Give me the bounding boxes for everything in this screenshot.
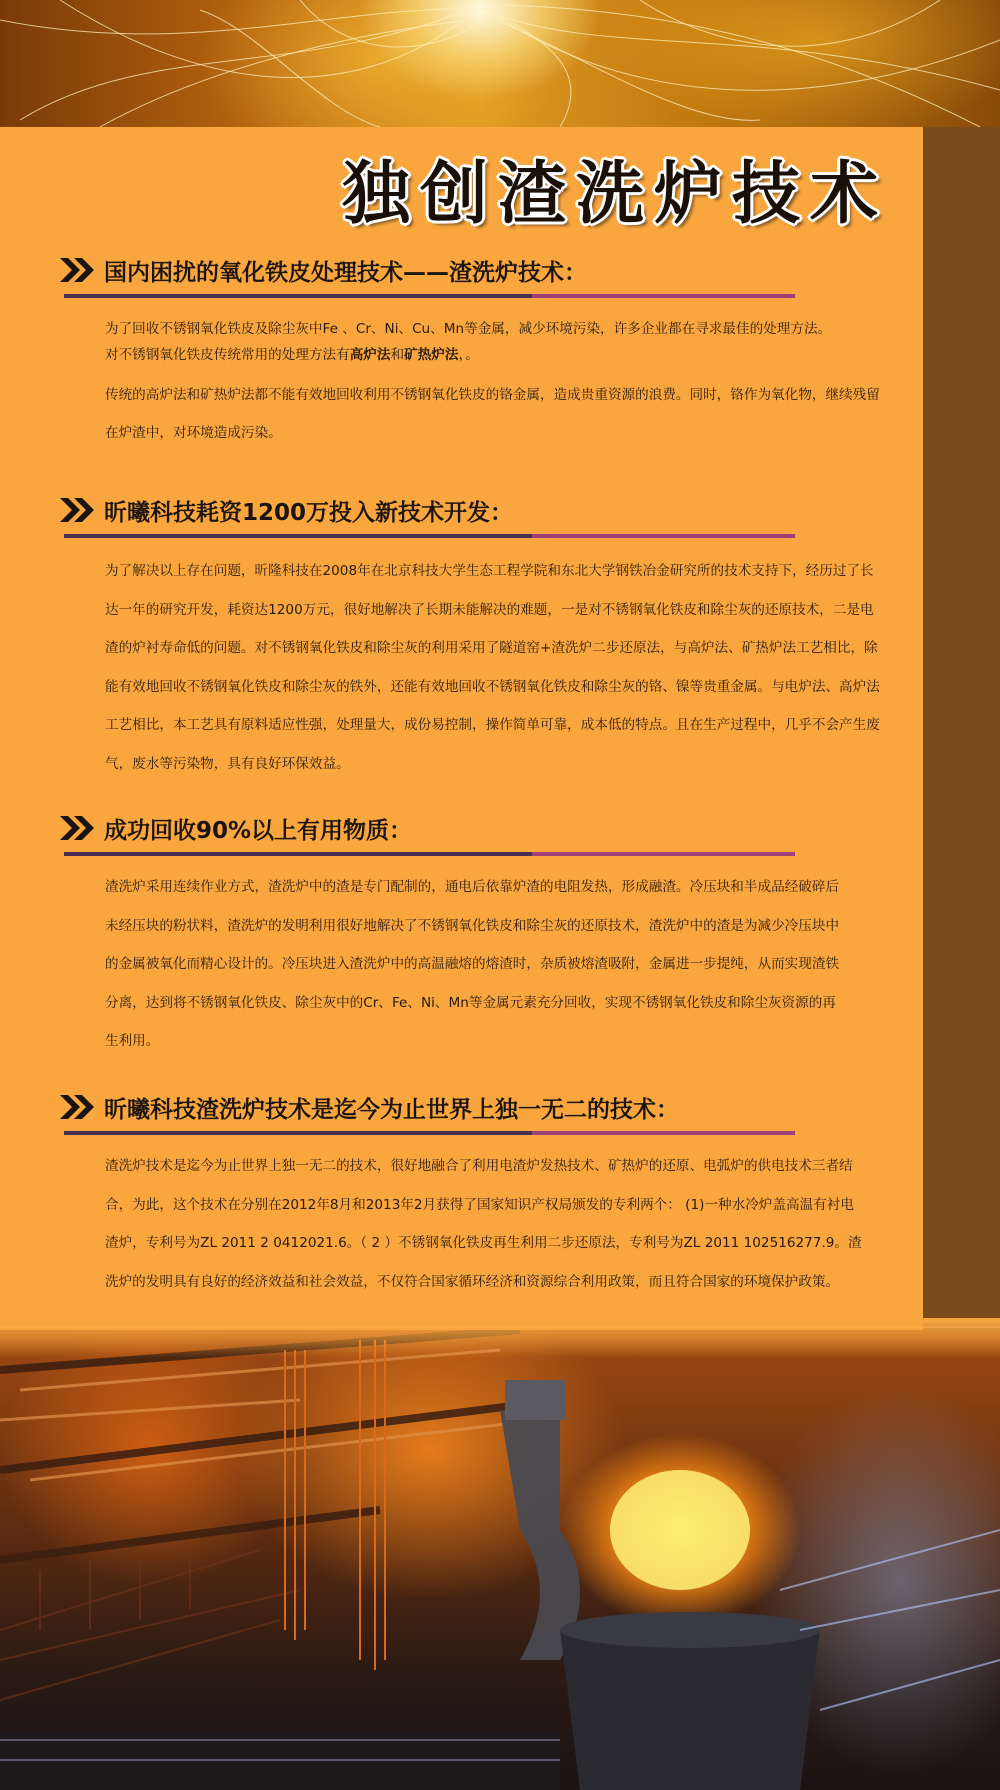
bold-term: 矿热炉法 bbox=[404, 347, 459, 363]
double-chevron-icon bbox=[58, 814, 98, 842]
double-chevron-icon bbox=[58, 496, 98, 524]
section-heading: 昕曦科技耗资1200万投入新技术开发： bbox=[104, 499, 514, 526]
photo-fade bbox=[0, 1318, 1000, 1358]
section-2 bbox=[0, 490, 923, 783]
section-divider bbox=[64, 294, 795, 298]
section-paragraph: 为了解决以上存在问题，昕隆科技在2008年在北京科技大学生态工程学院和东北大学钢铁冶金研究所的技术支持下，经历过了长达一年的研究开发，耗资达1200万元，很好地解决了长期未能解决的难题，一是对不锈钢氧化铁皮和除尘灰的还原技术，二是电渣的炉衬寿命低的问题。对不锈钢氧化铁皮和除尘灰的利用采用了隧道窑+渣洗炉二步还原法，与高炉法、矿热炉法工艺相比，除能有效地回收不锈钢氧化铁皮和除尘灰的铁外，还能有效地回收不锈钢氧化铁皮和除尘灰的铬、镍等贵重金属。与电炉法、高炉法工艺相比，本工艺具有原料适应性强，处理量大，成份易控制，操作简单可靠，成本低的特点。且在生产过程中，几乎不会产生废气，废水等污染物，具有良好环保效益。 bbox=[105, 563, 880, 772]
section-divider bbox=[64, 852, 795, 856]
paragraph-text-join: 和 bbox=[390, 347, 405, 363]
steel-mill-photo bbox=[0, 1330, 1000, 1790]
paragraph-text-lead: 对不锈钢氧化铁皮传统常用的处理方法有 bbox=[105, 347, 350, 363]
section-divider bbox=[64, 1131, 795, 1135]
section-paragraph bbox=[0, 342, 885, 368]
section-divider bbox=[64, 534, 795, 538]
section-heading: 国内困扰的氧化铁皮处理技术——渣洗炉技术： bbox=[104, 259, 587, 286]
steel-mill-graphic bbox=[0, 1330, 1000, 1790]
section-header bbox=[0, 250, 923, 290]
right-decorative-strip bbox=[923, 127, 1000, 1332]
section-paragraph: 渣洗炉技术是迄今为止世界上独一无二的技术，很好地融合了利用电渣炉发热技术、矿热炉的还原、电弧炉的供电技术三者结合，为此，这个技术在分别在2012年8月和2013年2月获得了国家知识产权局颁发的专利两个： (1)一种水冷炉盖高温有衬电渣炉，专利号为ZL 2011 2 0412021.6。（ 2 ）不锈钢氧化铁皮再生利用二步还原法，专利号为ZL 2011 102516277.9。渣洗炉的发明具有良好的经济效益和社会效益，不仅符合国家循环经济和资源综合利用政策，而且符合国家的环境保护政策。 bbox=[105, 1158, 862, 1290]
section-paragraph: 为了回收不锈钢氧化铁皮及除尘灰中Fe 、Cr、Ni、Cu、Mn等金属，减少环境污染，许多企业都在寻求最佳的处理方法。 bbox=[105, 321, 832, 337]
bold-term: 高炉法 bbox=[349, 347, 391, 363]
double-chevron-icon bbox=[58, 256, 98, 284]
sparks-graphic bbox=[0, 0, 1000, 127]
page-title: 独创渣洗炉技术 bbox=[341, 155, 888, 234]
section-paragraph: 渣洗炉采用连续作业方式，渣洗炉中的渣是专门配制的，通电后依靠炉渣的电阻发热，形成融渣。冷压块和半成品经破碎后未经压块的粉状料，渣洗炉的发明利用很好地解决了不锈钢氧化铁皮和除尘灰的还原技术，渣洗炉中的渣是为减少冷压块中的金属被氧化而精心设计的。冷压块进入渣洗炉中的高温融熔的熔渣时，杂质被熔渣吸附，金属进一步提纯，从而实现渣铁分离，达到将不锈钢氧化铁皮、除尘灰中的Cr、Fe、Ni、Mn等金属元素充分回收，实现不锈钢氧化铁皮和除尘灰资源的再生利用。 bbox=[105, 879, 840, 1049]
top-sparks-banner bbox=[0, 0, 1000, 127]
section-header bbox=[0, 1087, 923, 1127]
paragraph-text-tail: ，。 bbox=[458, 347, 479, 363]
double-chevron-icon bbox=[58, 1093, 98, 1121]
section-4 bbox=[0, 1087, 923, 1301]
section-header bbox=[0, 490, 923, 530]
section-header bbox=[0, 808, 923, 848]
section-paragraph: 传统的高炉法和矿热炉法都不能有效地回收利用不锈钢氧化铁皮的铬金属，造成贵重资源的浪费。同时，铬作为氧化物，继续残留在炉渣中，对环境造成污染。 bbox=[105, 387, 880, 441]
section-heading: 成功回收90%以上有用物质： bbox=[104, 817, 413, 844]
section-3 bbox=[0, 808, 923, 1061]
section-1 bbox=[0, 250, 923, 452]
section-heading: 昕曦科技渣洗炉技术是迄今为止世界上独一无二的技术： bbox=[104, 1096, 679, 1123]
